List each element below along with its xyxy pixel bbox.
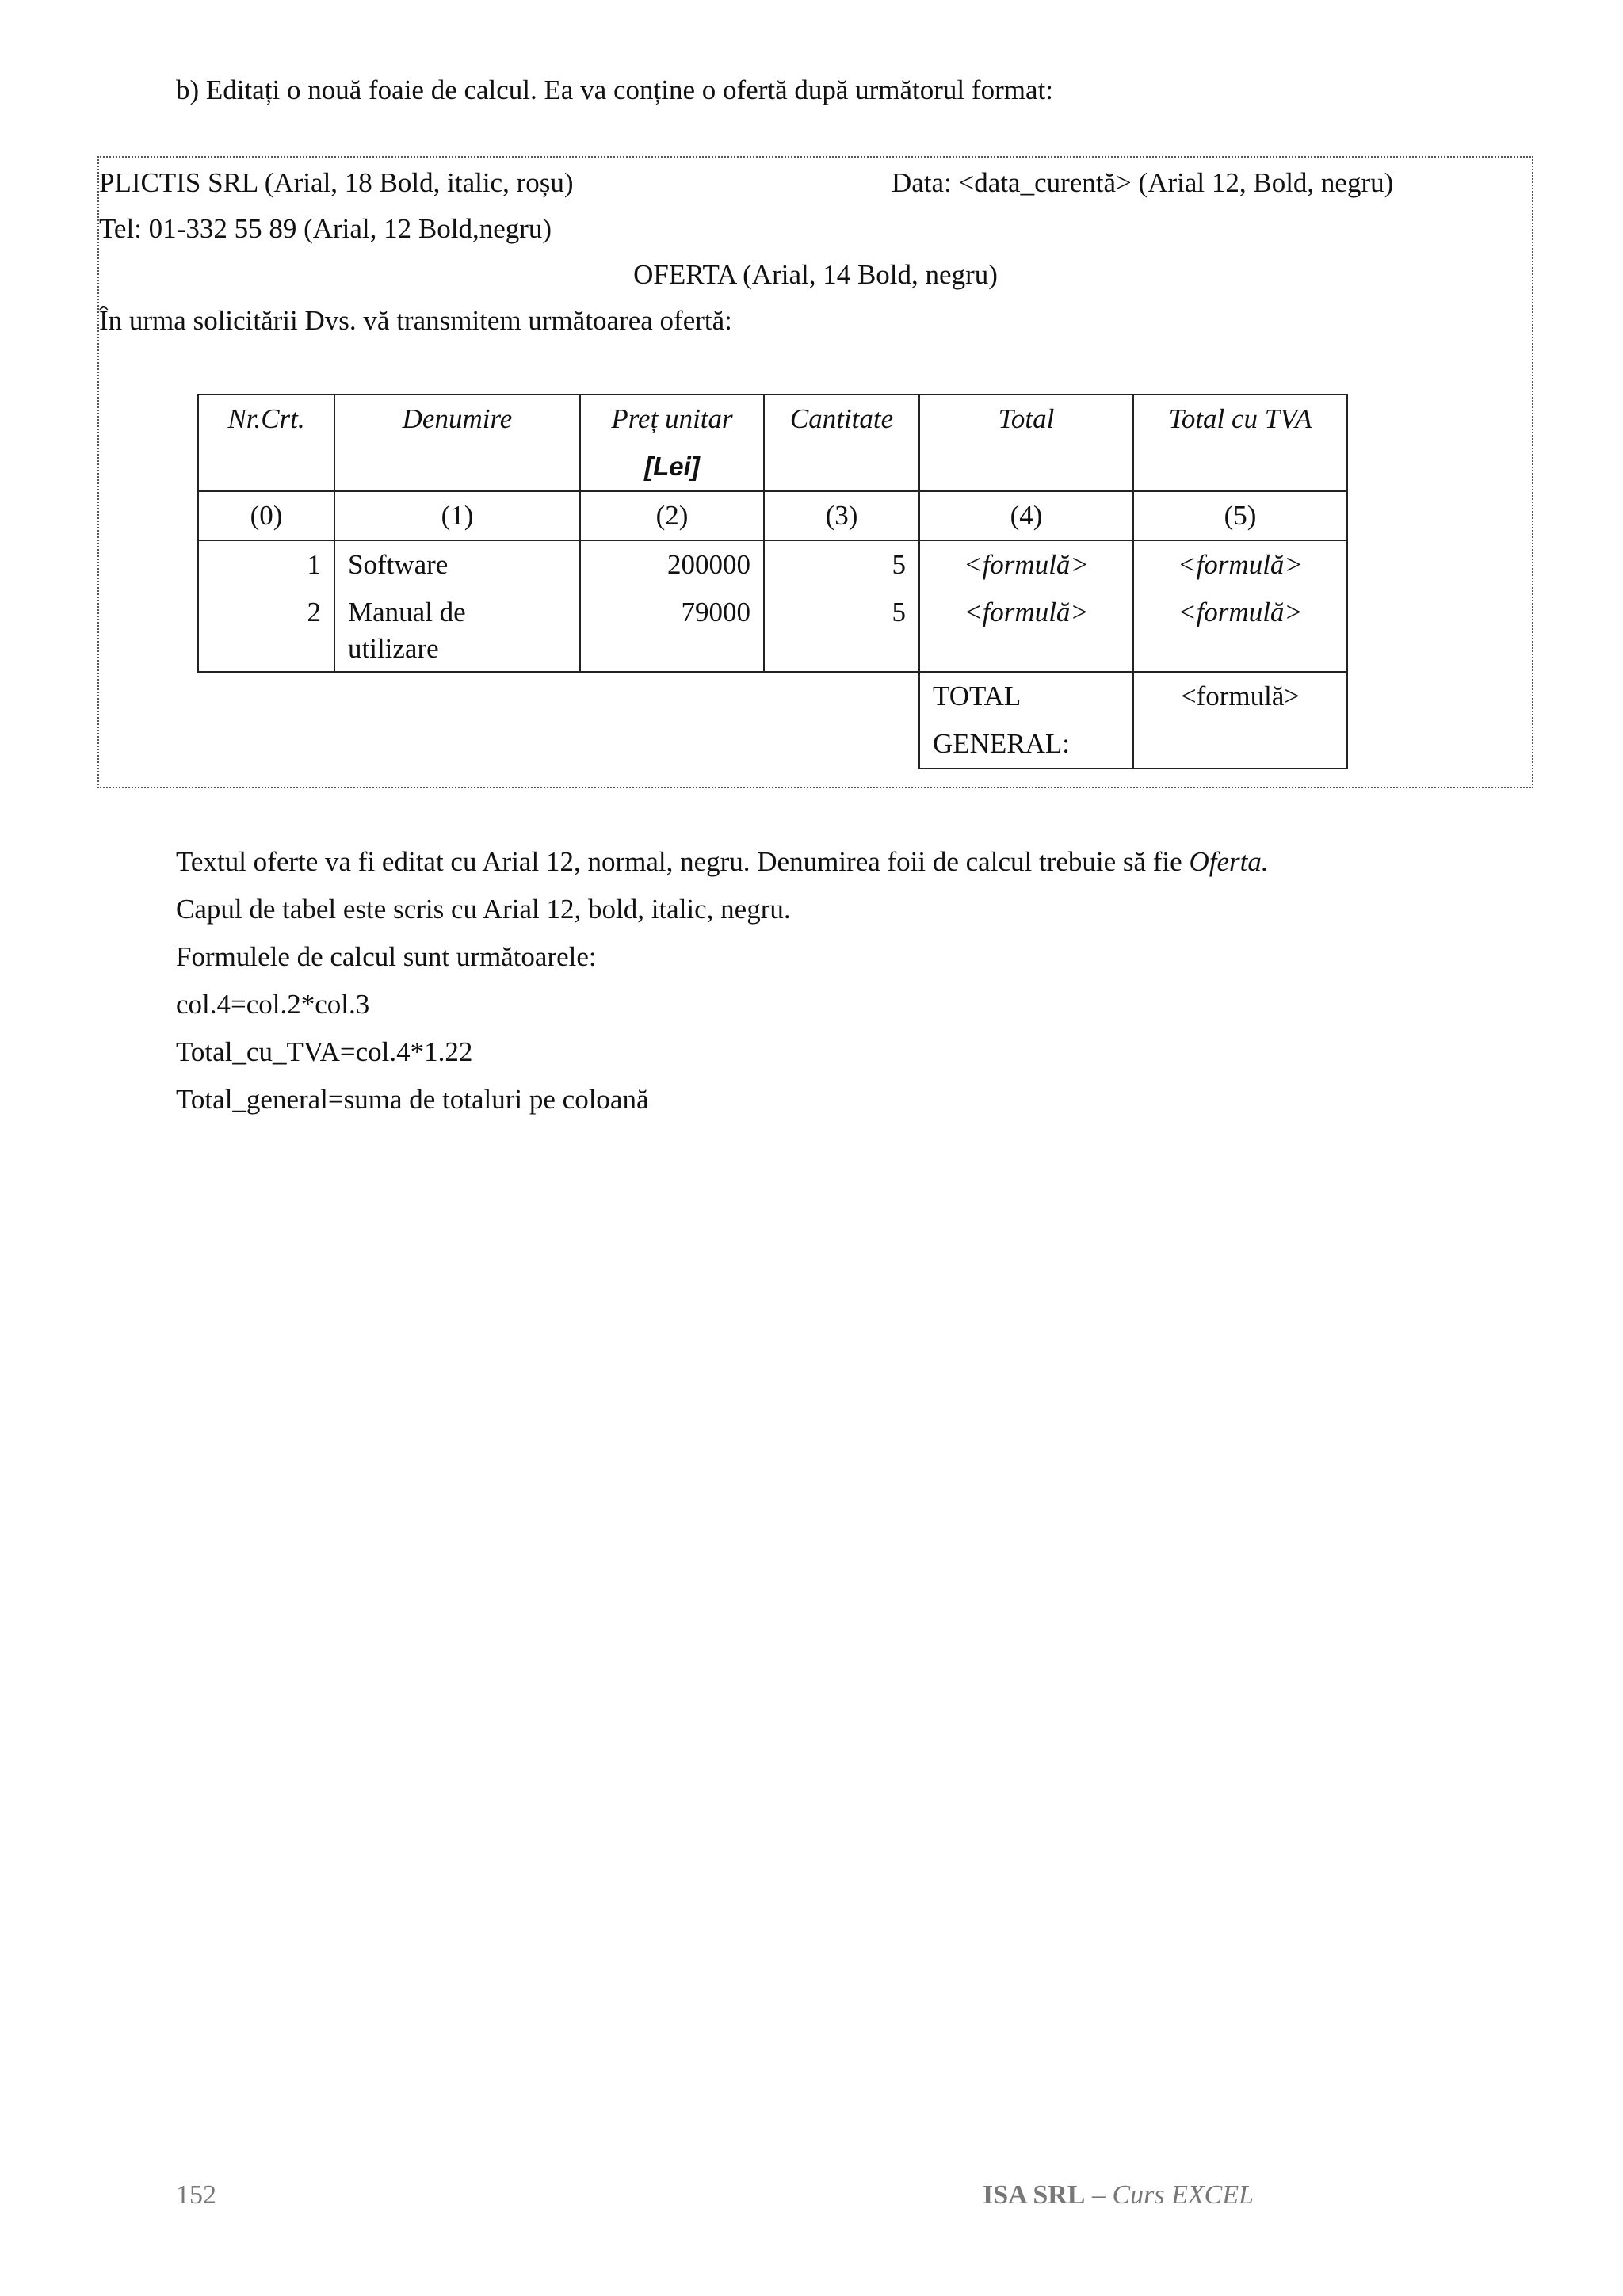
row2-total: <formulă> [963,597,1090,627]
table-header-row [198,395,1347,491]
current-date: Data: <data_curentă> (Arial 12, Bold, negru) [892,167,1394,198]
note-line-1a: Textul oferte va fi editat cu Arial 12, normal, negru. Denumirea foii de calcul trebuie să fie [176,846,1190,877]
row1-qty: 5 [892,549,906,580]
page-number: 152 [176,2180,216,2210]
row2-total-tva: <formulă> [1177,597,1304,627]
qty-cell [764,540,919,672]
header-pret-unit: [Lei] [644,452,700,481]
request-text: În urma solicitării Dvs. vă transmitem următoarea ofertă: [99,305,732,336]
row1-name: Software [348,549,449,580]
header-denumire: Denumire [334,395,580,491]
total-tva-cell [1133,540,1347,672]
footer-course: Curs EXCEL [1112,2180,1254,2210]
header-nr: Nr.Crt. [198,395,334,491]
price-cell [580,540,764,672]
offer-table [197,394,1348,769]
row2-nr: 2 [307,597,321,627]
index-3: (3) [764,491,919,540]
note-line-6: Total_general=suma de totaluri pe coloană [176,1084,649,1115]
grand-total-label-1: TOTAL [933,681,1022,711]
header-cantitate: Cantitate [764,395,919,491]
grand-total-value: <formulă> [1133,672,1347,769]
name-cell [334,540,580,672]
note-line-3: Formulele de calcul sunt următoarele: [176,941,597,972]
note-line-4: col.4=col.2*col.3 [176,989,370,1020]
footer-brand [983,2180,1254,2210]
index-1: (1) [334,491,580,540]
intro-text: b) Editați o nouă foaie de calcul. Ea va conține o ofertă după următorul format: [176,74,1053,105]
note-line-5: Total_cu_TVA=col.4*1.22 [176,1036,473,1067]
row2-qty: 5 [892,597,906,627]
note-line-2: Capul de tabel este scris cu Arial 12, bold, italic, negru. [176,894,791,925]
grand-total-label-2: GENERAL: [933,728,1071,759]
row2-price: 79000 [681,597,750,627]
telephone: Tel: 01-332 55 89 (Arial, 12 Bold,negru) [99,213,552,244]
footer-separator: – [1085,2180,1113,2210]
grand-total-row [198,672,1347,769]
header-pret-label: Preț unitar [611,403,733,434]
offer-title: OFERTA (Arial, 14 Bold, negru) [633,259,998,290]
index-2: (2) [580,491,764,540]
table-index-row [198,491,1347,540]
instructions [176,838,1269,1123]
total-cell [919,540,1133,672]
row1-total: <formulă> [963,549,1090,580]
offer-sample-frame [97,156,1533,788]
grand-total-label [919,672,1133,769]
index-0: (0) [198,491,334,540]
row2-name-line1: Manual de [348,597,466,627]
note-line-1 [176,838,1269,886]
company-name: PLICTIS SRL (Arial, 18 Bold, italic, roșu) [99,167,574,198]
index-5: (5) [1133,491,1347,540]
header-pret [580,395,764,491]
index-4: (4) [919,491,1133,540]
sheet-name: Oferta. [1189,846,1269,877]
row2-name-line2: utilizare [348,633,439,664]
row1-nr: 1 [307,549,321,580]
table-data-rows [198,540,1347,672]
header-total-tva: Total cu TVA [1133,395,1347,491]
nr-cell [198,540,334,672]
header-total: Total [919,395,1133,491]
row1-price: 200000 [667,549,750,580]
row1-total-tva: <formulă> [1177,549,1304,580]
footer-company: ISA SRL [983,2180,1086,2210]
